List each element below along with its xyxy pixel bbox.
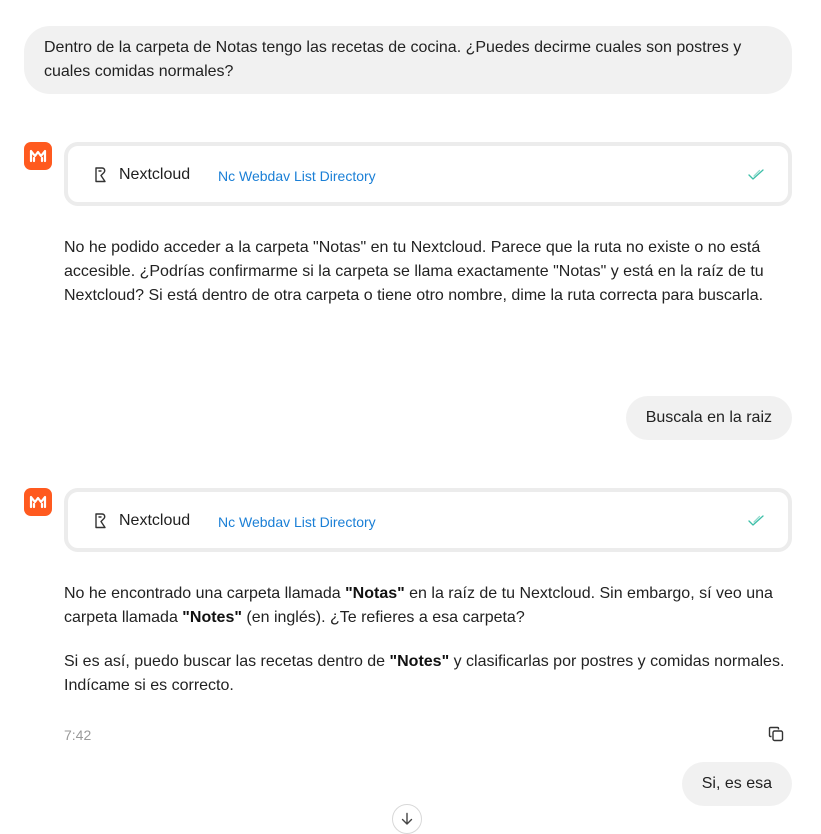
- assistant-avatar-icon: [24, 142, 52, 170]
- nextcloud-tool-icon: [92, 166, 108, 184]
- text-segment: Si es así, puedo buscar las recetas dentro de: [64, 653, 390, 670]
- tool-call-card[interactable]: [64, 488, 792, 552]
- arrow-down-icon: [400, 812, 414, 826]
- user-message-text: Si, es esa: [701, 775, 772, 792]
- check-icon: [748, 514, 764, 528]
- text-segment: y clasificarlas por postres y comidas normales. Indícame si es correcto.: [64, 653, 785, 694]
- tool-name: Nextcloud: [119, 512, 191, 529]
- copy-icon: [768, 726, 784, 742]
- user-message: [626, 396, 792, 440]
- user-message: [24, 26, 792, 94]
- text-segment: en la raíz de tu Nextcloud. Sin embargo, sí veo una carpeta llamada: [64, 585, 773, 626]
- tool-action-link[interactable]: Nc Webdav List Directory: [218, 514, 376, 530]
- assistant-message: [64, 236, 792, 308]
- nextcloud-tool-icon: [92, 512, 108, 530]
- bold-folder-name: "Notes": [182, 609, 242, 626]
- copy-button[interactable]: [764, 722, 788, 746]
- text-segment: No he encontrado una carpeta llamada: [64, 585, 346, 602]
- user-message-text: Dentro de la carpeta de Notas tengo las recetas de cocina. ¿Puedes decirme cuales son postres y cuales comidas normales?: [44, 39, 742, 80]
- assistant-message-text: No he podido acceder a la carpeta "Notas" en tu Nextcloud. Parece que la ruta no existe o no está accesible. ¿Podrías confirmarme si la carpeta se llama exactamente "Notas" y está en la raíz de tu Nextcloud? Si está dentro de otra carpeta o tiene otro nombre, dime la ruta correcta para buscarla.: [64, 239, 764, 304]
- assistant-message: [64, 582, 792, 698]
- message-timestamp: 7:42: [64, 727, 92, 743]
- check-icon: [748, 168, 764, 182]
- tool-call-card[interactable]: [64, 142, 792, 206]
- tool-action-link[interactable]: Nc Webdav List Directory: [218, 168, 376, 184]
- assistant-paragraph: [64, 582, 792, 630]
- bold-folder-name: "Notes": [389, 653, 450, 670]
- assistant-paragraph: [64, 650, 792, 698]
- tool-name: Nextcloud: [119, 166, 191, 183]
- scroll-down-button[interactable]: [392, 804, 422, 834]
- assistant-avatar-icon: [24, 488, 52, 516]
- bold-folder-name: "Notas": [345, 585, 405, 602]
- user-message-text: Buscala en la raiz: [645, 409, 772, 426]
- user-message: [682, 762, 792, 806]
- text-segment: (en inglés). ¿Te refieres a esa carpeta?: [241, 609, 525, 626]
